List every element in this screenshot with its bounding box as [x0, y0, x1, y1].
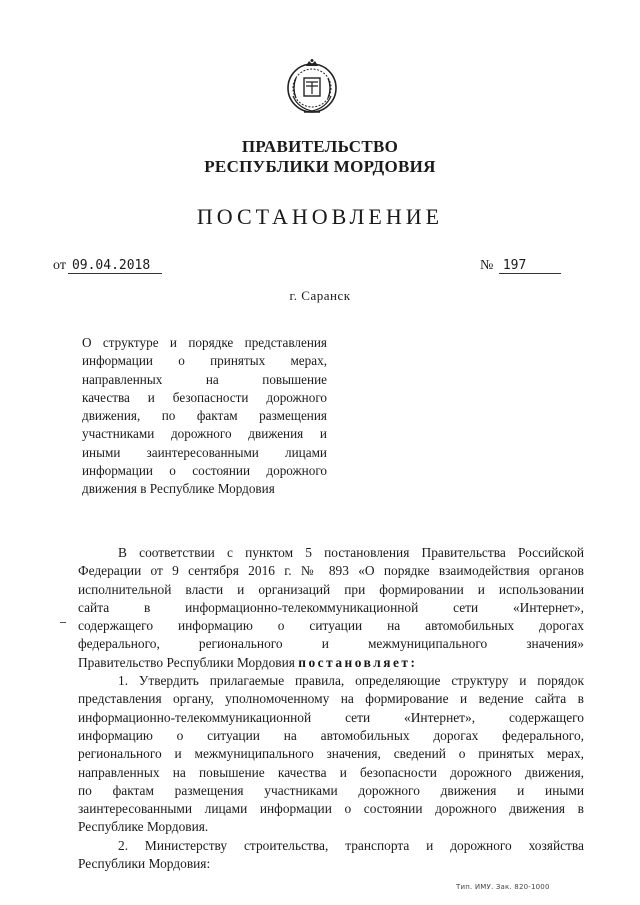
item1-line: информацию о ситуации на автомобильных дорогах федерального, — [78, 727, 584, 743]
subject-line: участниками дорожного движения и — [82, 426, 327, 442]
document-number: 197 — [499, 258, 561, 274]
number-prefix: № — [480, 258, 494, 273]
item1-line: представления органу, уполномоченному на формирование и ведение сайта в — [78, 691, 584, 707]
margin-mark — [60, 622, 66, 623]
subject-heading — [82, 334, 327, 499]
item1-line: направленных на повышение качества и безопасности дорожного движения, — [78, 764, 584, 780]
enact-line — [78, 654, 584, 672]
preamble-line: Федерации от 9 сентября 2016 г. № 893 «О порядке взаимодействия органов — [78, 563, 584, 579]
print-mark: Тип. ИМУ. Зак. 820-1000 — [456, 883, 550, 891]
enact-prefix: Правительство Республики Мордовия — [78, 654, 299, 670]
item1-line: по фактам размещения участниками дорожного движения и иными — [78, 782, 584, 798]
subject-line: О структуре и порядке представления — [82, 335, 327, 350]
item2-line: 2. Министерству строительства, транспорта и дорожного хозяйства — [118, 837, 584, 853]
subject-line: информации о принятых мерах, — [82, 353, 327, 369]
item1-line: 1. Утвердить прилагаемые правила, определяющие структуру и порядок — [118, 673, 584, 689]
government-title-line1: ПРАВИТЕЛЬСТВО — [241, 137, 399, 156]
date-block — [53, 258, 162, 274]
number-block — [480, 258, 561, 274]
item1-line: информационно-телекоммуникационной сети «Интернет», содержащего — [78, 709, 584, 725]
subject-line: иными заинтересованными лицами — [82, 444, 327, 460]
item1-line: заинтересованными лицами информации о состоянии дорожного движения в — [78, 801, 584, 817]
subject-line: информации о состоянии дорожного — [82, 463, 327, 479]
subject-line: направленных на повышение — [82, 371, 327, 387]
coat-of-arms-emblem — [284, 58, 340, 116]
preamble-line: исполнительной власти и организаций при формировании и использовании — [78, 581, 584, 597]
preamble-line: сайта в информационно-телекоммуникационной сети «Интернет», — [78, 599, 584, 615]
subject-line: качества и безопасности дорожного — [82, 389, 327, 405]
enact-word: постановляет: — [298, 654, 418, 670]
preamble-line: содержащего информацию о ситуации на автомобильных дорогах — [78, 618, 584, 634]
preamble-line: В соответствии с пунктом 5 постановления Правительства Российской — [118, 545, 584, 560]
preamble-line: федерального, регионального и межмуниципального значения» — [78, 636, 584, 652]
document-date: 09.04.2018 — [68, 258, 162, 274]
document-type-title: ПОСТАНОВЛЕНИЕ — [196, 204, 444, 229]
item2-line: Республики Мордовия: — [78, 856, 211, 872]
subject-line: движения в Республике Мордовия — [82, 481, 275, 497]
city-name: г. Саранск — [289, 288, 351, 303]
date-prefix: от — [53, 258, 66, 273]
government-title-line2: РЕСПУБЛИКИ МОРДОВИЯ — [204, 157, 436, 176]
item1-line: регионального и межмуниципального значения, сведений о принятых мерах, — [78, 746, 584, 762]
decree-body — [78, 544, 584, 873]
subject-line: движения, по фактам размещения — [82, 408, 327, 424]
item1-line: Республике Мордовия. — [78, 819, 209, 835]
